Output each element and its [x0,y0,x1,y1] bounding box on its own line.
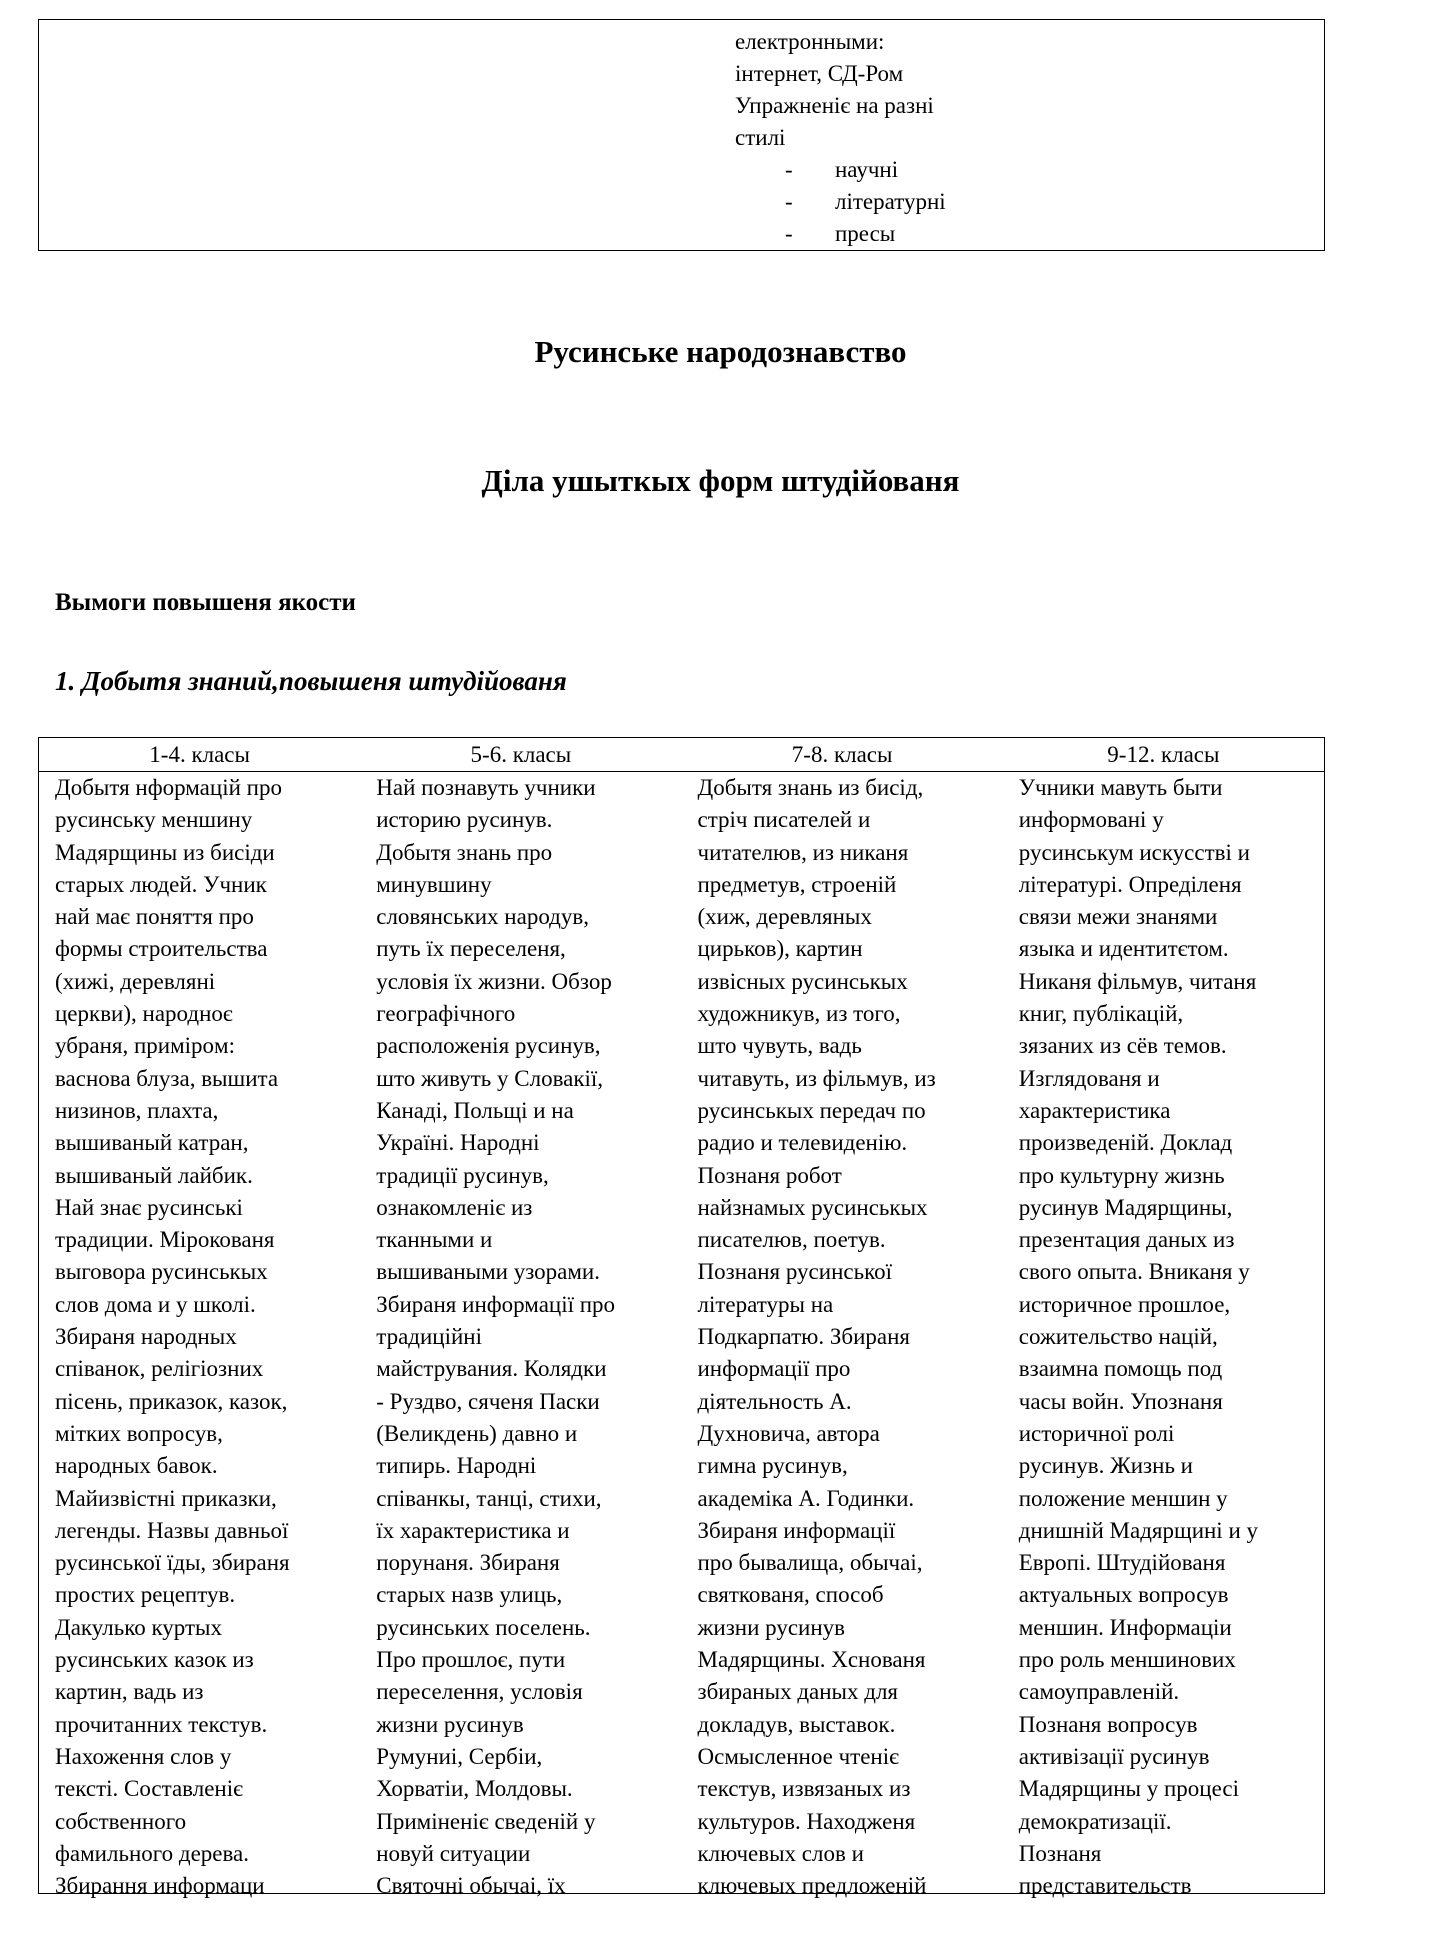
table-cell [682,772,1003,1902]
cell-line: Изглядованя и [1018,1065,1160,1091]
bullet-item [735,186,946,218]
cell-line: (Великдень) давно и [376,1420,578,1446]
cell-line: взаимна помощь под [1018,1356,1223,1382]
cell-line: Збираня народных [55,1324,237,1350]
cell-line: про роль меншинових [1018,1647,1236,1673]
cell-line: положение меншин у [1018,1485,1228,1511]
cell-line: Румуниі, Сербіи, [376,1743,543,1769]
cell-line: слов дома и у школі. [55,1291,256,1317]
bullet-dash: - [785,189,793,214]
cell-line: текстув, извязаных из [697,1776,911,1802]
table-header-cell: 5-6. класы [470,742,572,767]
cell-line: презентация даных из [1018,1227,1235,1253]
cell-line: читавуть, из фільмув, из [697,1065,936,1091]
cell-line: васнова блуза, вышита [55,1065,279,1091]
cell-line: традиции. Мірокованя [55,1227,275,1253]
cell-line: прочитанних текстув. [55,1711,268,1737]
cell-line: вышиваный катран, [55,1130,249,1156]
cell-line: Познаня робот [697,1162,842,1188]
cell-line: информації про [697,1356,851,1382]
cell-line: убраня, примірoм: [55,1033,236,1059]
cell-line: Нахоження слов у [55,1743,232,1769]
cell-line: информовані у [1018,807,1164,833]
table-header-cell: 1-4. класы [149,742,250,767]
cell-line: низинов, плахта, [55,1097,219,1123]
cell-line: Добытя знань про [376,839,553,865]
cell-line: писателюв, поетув. [697,1227,886,1253]
cell-line: путь їх переселеня, [376,936,566,962]
cell-line: самоуправленій. [1018,1679,1180,1705]
cell-line: Познаня русинської [697,1259,892,1285]
cell-line: най має поняття про [55,904,254,930]
cell-line: старых назв улиць, [376,1582,563,1608]
cell-line: народных бавок. [55,1453,218,1479]
bullet-item [735,218,946,250]
cell-line: тканными и [376,1227,493,1253]
cell-line: їх характеристика и [376,1517,570,1543]
cell-line: типирь. Народні [376,1453,537,1479]
cell-line: Приміненіє сведеній у [376,1808,596,1834]
cell-line: зязаних из сёв темов. [1018,1033,1227,1059]
cell-line: связи межи знанями [1018,904,1218,930]
cell-line: ознакомленіє из [376,1194,533,1220]
cell-line: стріч писателей и [697,807,871,833]
cell-line: мітких вопросув, [55,1420,223,1446]
cell-line: інтернет, СД-Ром [735,61,904,86]
continued-cell-text [735,26,946,250]
cell-line: днишній Мадярщині и у [1018,1517,1259,1543]
cell-line: Учники мавуть быти [1018,775,1223,800]
cell-line: жизни русинув [376,1711,524,1737]
cell-line: читателюв, из никаня [697,839,909,865]
cell-line: співанкы, танці, стихи, [376,1485,602,1511]
cell-line: Канаді, Польщі и на [376,1097,574,1123]
cell-line: историчної ролі [1018,1420,1175,1446]
cell-line: Збираня информації [697,1517,896,1543]
cell-line: русинськых передач по [697,1097,926,1123]
cell-line: русинув. Жизнь и [1018,1453,1193,1479]
cell-line: гимна русинув, [697,1453,848,1479]
cell-line: словянських народув, [376,904,589,930]
cell-line: русинських поселень. [376,1614,591,1640]
cell-line: фамильного дерева. [55,1840,249,1866]
table-cell [360,772,681,1902]
cell-line: произведеній. Доклад [1018,1130,1233,1156]
cell-line: меншин. Информаціи [1018,1614,1232,1640]
cell-line: вышиваными узорами. [376,1259,600,1285]
bullet-text: пресы [835,221,896,246]
cell-line: русинських казок из [55,1647,254,1673]
cell-line: што чувуть, вадь [697,1033,862,1059]
cell-line: историчное прошлое, [1018,1291,1231,1317]
cell-line: Про прошлоє, пути [376,1647,566,1673]
cell-line: ключевых слов и [697,1840,864,1866]
cell-line: церкви), народноє [55,1001,233,1027]
cell-line: русинську меншину [55,807,253,833]
cell-line: Най познавуть учники [376,775,596,800]
table-cell [1003,772,1324,1902]
cell-line: извісных русинськых [697,968,908,994]
cell-line: расположенія русинув, [376,1033,601,1059]
sub-heading: Діла ушыткых форм штудійованя [481,463,960,498]
cell-line: русинськум искусстві и [1018,839,1250,865]
cell-line: Осмысленное чтеніє [697,1743,899,1769]
cell-line: святкованя, способ [697,1582,884,1608]
cell-line: Збирання информаци [55,1873,265,1899]
cell-line: свого опыта. Вниканя у [1018,1259,1250,1285]
cell-line: актуальных вопросув [1018,1582,1229,1608]
continued-table-fragment [38,19,1325,251]
cell-line: географічного [376,1001,516,1027]
cell-line: літературы на [697,1291,834,1317]
cell-line: про культурну жизнь [1018,1162,1225,1188]
cell-line: академіка А. Годинки. [697,1485,915,1511]
cell-line: порунаня. Збираня [376,1550,560,1576]
cell-line: тексті. Составленіє [55,1776,243,1802]
cell-line: выговора русинськых [55,1259,268,1285]
table-body-row [39,772,1324,1902]
cell-line: што живуть у Словакії, [376,1065,604,1091]
cell-line: Святочні обычаі, їх [376,1873,566,1899]
cell-line: про бывалища, обычаі, [697,1550,923,1576]
cell-line: Упражненіє на разні [735,93,934,118]
table-header-row [39,738,1324,772]
cell-line: найзнамых русинськых [697,1194,928,1220]
cell-line: демократизації. [1018,1808,1172,1834]
section-title: Вымоги повышеня якости [55,589,356,616]
table-header-cell: 9-12. класы [1107,742,1220,767]
cell-line: русинув Мадярщины, [1018,1194,1233,1220]
cell-line: Майизвістні приказки, [55,1485,277,1511]
cell-line: Мадярщины из бисіди [55,839,275,865]
cell-line: (хижі, деревляні [55,968,216,994]
cell-line: Дакулько куртых [55,1614,223,1640]
cell-line: ключевых предложеній [697,1873,927,1899]
cell-line: пісень, приказок, казок, [55,1388,288,1414]
cell-line: формы строительства [55,936,268,962]
cell-line: Никаня фільмув, читаня [1018,968,1257,994]
bullet-dash: - [785,221,793,246]
cell-line: переселення, условія [376,1679,583,1705]
bullet-text: літературні [835,189,946,214]
cell-line: (хиж, деревляных [697,904,872,930]
section-subtitle: 1. Добытя знаний,повышеня штудійованя [55,666,567,696]
cell-line: книг, публікацій, [1018,1001,1184,1027]
cell-line: Мадярщины. Хснованя [697,1647,926,1673]
bullet-text: научні [835,157,899,182]
table-header-cell: 7-8. класы [791,742,893,767]
cell-line: Добытя нформацій про [55,775,282,800]
cell-line: Познаня вопросув [1018,1711,1198,1737]
cell-line: характеристика [1018,1097,1171,1123]
cell-line: часы войн. Упознаня [1018,1388,1223,1414]
main-heading: Русинське народознавство [534,334,907,369]
cell-line: Збираня информації про [376,1291,616,1317]
cell-line: цирьков), картин [697,936,863,962]
cell-line: Добытя знань из бисід, [697,775,924,800]
cell-line: культуров. Находженя [697,1808,916,1834]
cell-line: легенды. Назвы давньої [55,1517,289,1543]
bullet-dash: - [785,157,793,182]
cell-line: електронными: [735,29,885,54]
cell-line: художникув, из того, [697,1001,901,1027]
cell-line: стилі [735,125,786,150]
cell-line: новуй ситуации [376,1840,531,1866]
cell-line: Най знає русинські [55,1194,243,1220]
cell-line: минувшину [376,871,492,897]
cell-line: літературі. Опреділеня [1018,871,1242,897]
cell-line: русинської їды, збираня [55,1550,290,1576]
cell-line: докладув, выставок. [697,1711,896,1737]
grades-table [38,737,1325,1899]
cell-line: - Руздво, сяченя Паски [376,1388,600,1414]
cell-line: Україні. Народні [376,1130,540,1156]
bullet-item [735,154,946,186]
cell-line: Познаня [1018,1840,1102,1866]
cell-line: радио и телевиденію. [697,1130,908,1156]
cell-line: діятельность А. [697,1388,852,1414]
cell-line: Подкарпатю. Збираня [697,1324,910,1350]
cell-line: собственного [55,1808,187,1834]
cell-line: Мадярщины у процесі [1018,1776,1239,1802]
cell-line: співанок, релігіозних [55,1356,264,1382]
cell-line: вышиваный лайбик. [55,1162,253,1188]
cell-line: Духновича, автора [697,1420,880,1446]
cell-line: традиційні [376,1324,483,1350]
table-cell [39,772,360,1902]
cell-line: языка и идентитєтом. [1018,936,1229,962]
cell-line: Хорватіи, Молдовы. [376,1776,573,1802]
cell-line: старых людей. Учник [55,871,267,897]
cell-line: активізації русинув [1018,1743,1210,1769]
cell-line: простих рецептув. [55,1582,236,1608]
cell-line: представительств [1018,1873,1192,1899]
cell-line: традиції русинув, [376,1162,549,1188]
cell-line: жизни русинув [697,1614,846,1640]
cell-line: условія їх жизни. Обзор [376,968,612,994]
cell-line: картин, вадь из [55,1679,204,1705]
cell-line: историю русинув. [376,807,553,833]
cell-line: предметув, строеній [697,871,897,897]
cell-line: майструвания. Колядки [376,1356,607,1382]
cell-line: сожительство націй, [1018,1324,1218,1350]
cell-line: Европі. Штудійованя [1018,1550,1226,1576]
cell-line: збираных даных для [697,1679,898,1705]
